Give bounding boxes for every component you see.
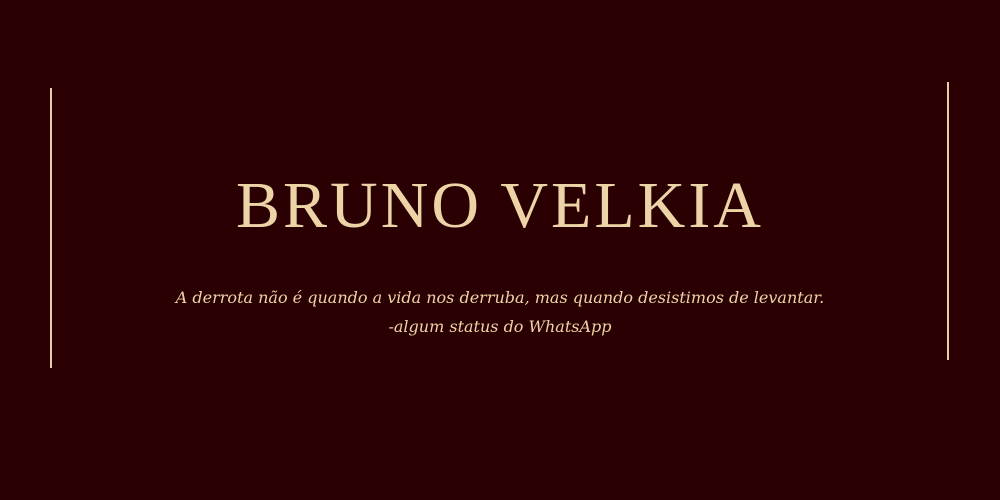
banner-quote: A derrota não é quando a vida nos derruba, mas quando desistimos de levantar. [175, 288, 825, 307]
banner-title: BRUNO VELKIA [236, 169, 764, 242]
quote-attribution: -algum status do WhatsApp [388, 317, 612, 336]
